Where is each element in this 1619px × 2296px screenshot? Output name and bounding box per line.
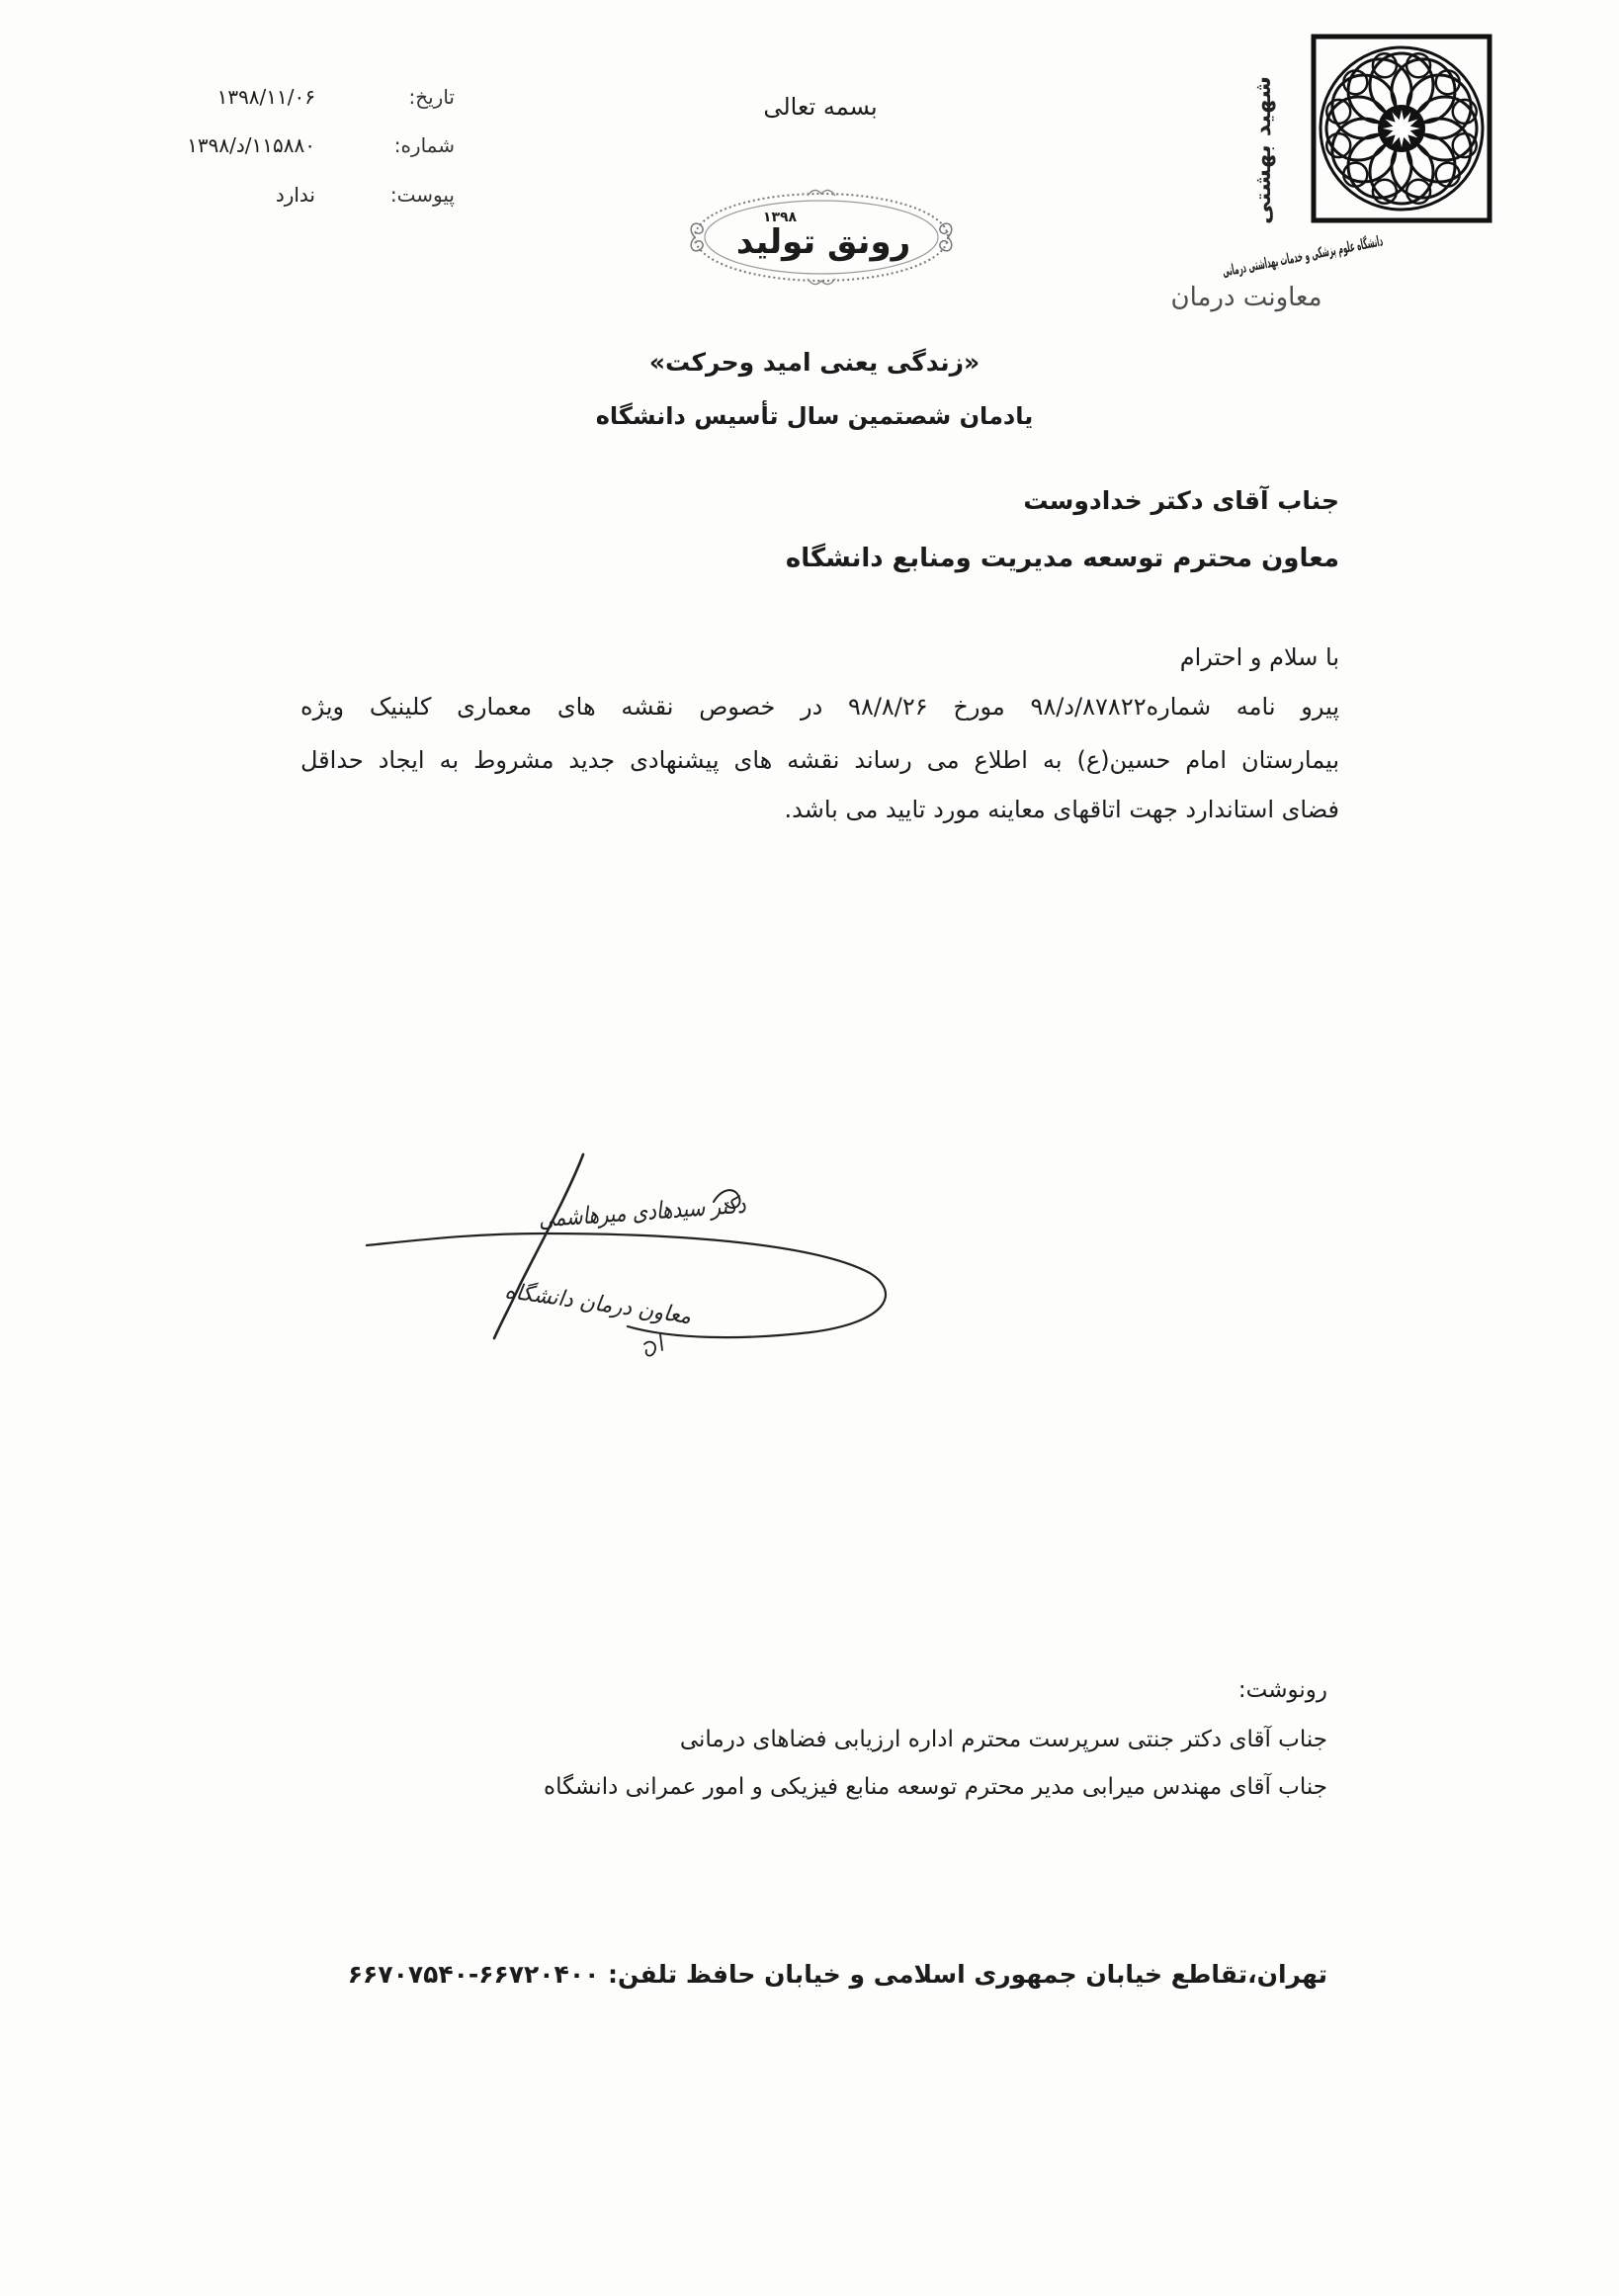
logo-name-vertical: شهید بهشتی bbox=[1251, 84, 1276, 224]
attachment-label: پیوست: bbox=[389, 183, 455, 207]
signature-name: دکتر سیدهادی میرهاشمی bbox=[538, 1187, 791, 1233]
bismillah: بسمه تعالی bbox=[763, 93, 878, 121]
cc-recipient: جناب آقای دکتر جنتی سرپرست محترم اداره ارزیابی فضاهای درمانی bbox=[679, 1727, 1327, 1752]
date-value bbox=[217, 82, 315, 112]
logo-calligraphy bbox=[1218, 51, 1569, 289]
emblem-title: رونق تولید bbox=[735, 222, 911, 262]
body-line: بیمارستان امام حسین(ع) به اطلاع می رساند نقشه های پیشنهادی جدید مشروط به ایجاد حداقل bbox=[300, 746, 1339, 774]
body-line: فضای استاندارد جهت اتاقهای معاینه مورد تایید می باشد. bbox=[784, 796, 1339, 823]
emblem-year: ۱۳۹۸ bbox=[762, 210, 798, 225]
logo-outer-bead bbox=[1436, 163, 1460, 187]
body-line: پیرو نامه شماره۸۷۸۲۲/د/۹۸ مورخ ۹۸/۸/۲۶ در خصوص نقشه های معماری کلینیک ویژه bbox=[300, 693, 1340, 721]
emblem bbox=[673, 176, 970, 295]
logo-outer-bead bbox=[1436, 70, 1460, 94]
number-value-text: ۱۳۹۸/د/۱۱۵۸۸۰ bbox=[187, 133, 315, 157]
recipient-name: جناب آقای دکتر خدادوست bbox=[1023, 486, 1339, 515]
cc-label: رونوشت: bbox=[1237, 1677, 1327, 1703]
footer-address: تهران،تقاطع خیابان جمهوری اسلامی و خیابان حافظ تلفن: ۶۶۷۲۰۴۰۰-۶۶۷۰۷۵۴۰ bbox=[347, 1960, 1327, 1989]
number-value bbox=[187, 130, 315, 160]
number-label: شماره: bbox=[393, 133, 455, 157]
emblem-bottom-crown bbox=[808, 279, 835, 285]
recipient-title: معاون محترم توسعه مدیریت ومنابع دانشگاه bbox=[785, 544, 1339, 573]
signature-title: معاون درمان دانشگاه bbox=[503, 1278, 700, 1331]
emblem-right-swirl bbox=[940, 223, 952, 251]
attachment-value: ندارد bbox=[275, 183, 315, 207]
date-value-text: ۱۳۹۸/۱۱/۰۶ bbox=[216, 85, 315, 109]
logo-name-bottom: دانشگاه علوم پزشکی و خدمات بهداشتی درمانی bbox=[1221, 196, 1569, 281]
department-name: معاونت درمان bbox=[1170, 283, 1322, 312]
signature-paraph bbox=[644, 1334, 662, 1356]
signature bbox=[346, 1137, 919, 1384]
cc-recipient: جناب آقای مهندس میرابی مدیر محترم توسعه منابع فیزیکی و امور عمرانی دانشگاه bbox=[544, 1774, 1327, 1800]
greeting: با سلام و احترام bbox=[1179, 643, 1339, 671]
anniversary-line: یادمان شصتمین سال تأسیس دانشگاه bbox=[595, 402, 1034, 430]
date-label: تاریخ: bbox=[408, 85, 455, 109]
signature-loop-stroke bbox=[367, 1233, 886, 1337]
slogan: «زندگی یعنی امید وحرکت» bbox=[648, 348, 980, 377]
emblem-top-crown bbox=[808, 190, 835, 196]
